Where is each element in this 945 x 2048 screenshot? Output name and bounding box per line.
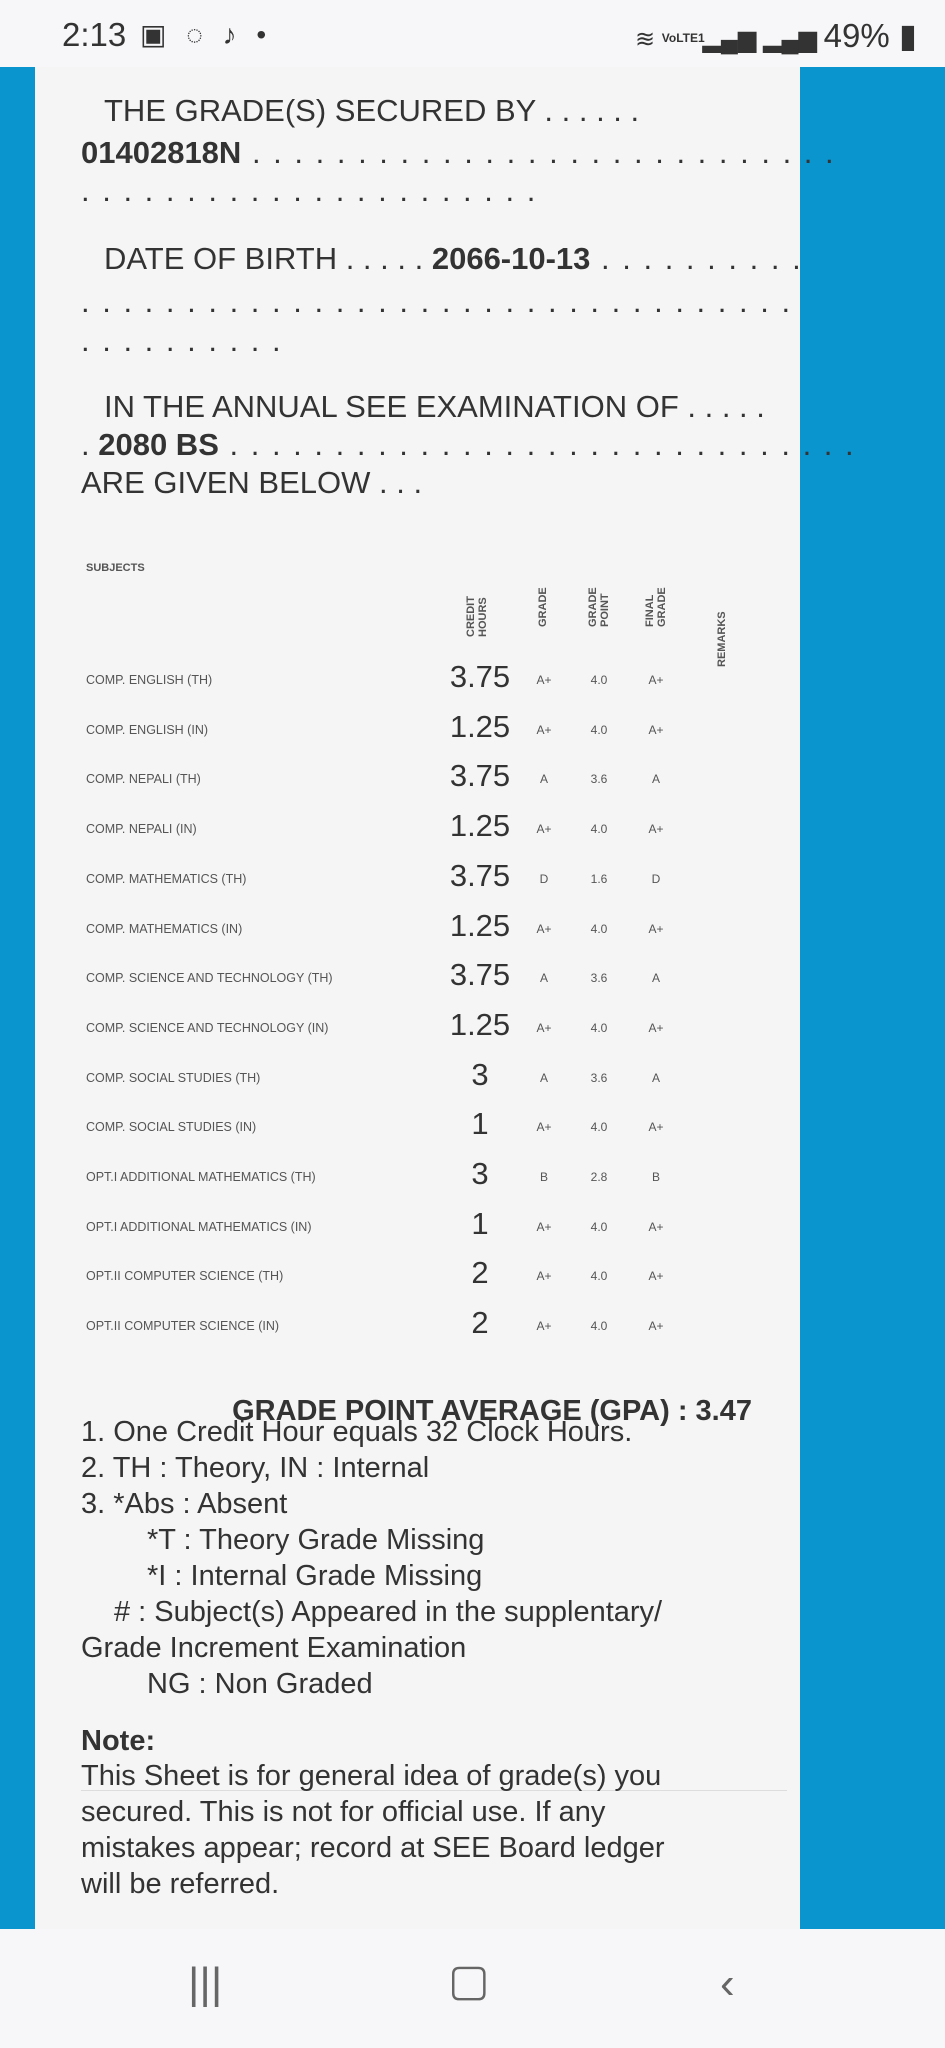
- dots: . . . . . . . . . . . . . . . . . . . . . . . . . . . . . . . . . .: [81, 284, 793, 319]
- grade-point: 4.0: [590, 673, 608, 687]
- final-grade: B: [651, 1170, 660, 1184]
- credit-hours: 1.25: [449, 708, 511, 744]
- grade: A+: [536, 722, 552, 737]
- navigation-bar: [0, 1929, 945, 2048]
- grade: D: [539, 871, 549, 886]
- credit-hours: 3: [471, 1156, 489, 1191]
- credit-hours: 3: [471, 1056, 489, 1092]
- subject-name: OPT.II COMPUTER SCIENCE (TH): [86, 1269, 284, 1284]
- legend-item: 3. *Abs : Absent: [81, 1488, 288, 1520]
- legend-item: Grade Increment Examination: [81, 1632, 467, 1664]
- table-row: [35, 907, 800, 952]
- recent-apps-button[interactable]: |||: [188, 1959, 223, 2008]
- note-line: This Sheet is for general idea of grade(s) you: [81, 1760, 662, 1792]
- credit-hours: 2: [471, 1305, 489, 1341]
- grade: A: [539, 772, 548, 787]
- final-grade: A+: [648, 673, 664, 687]
- network-type: VoLTE1: [661, 30, 705, 45]
- grade: A+: [536, 1269, 552, 1284]
- credit-hours: 3.75: [449, 957, 511, 993]
- grade-point: 4.0: [590, 722, 608, 737]
- subject-name: COMP. MATHEMATICS (TH): [86, 871, 247, 886]
- grade: A: [539, 1070, 548, 1085]
- legend-item: 2. TH : Theory, IN : Internal: [81, 1452, 430, 1484]
- wifi-icon: ≋: [634, 26, 662, 53]
- header-final-grade: FINAL GRADE: [644, 587, 668, 627]
- table-row: [35, 1056, 800, 1101]
- background-left: [0, 67, 35, 1929]
- note-title: Note:: [81, 1725, 156, 1757]
- subject-name: OPT.I ADDITIONAL MATHEMATICS (TH): [86, 1170, 316, 1184]
- dots: . . . . . . . . . . . . . . . . . . . . . .: [81, 173, 538, 208]
- subject-name: OPT.II COMPUTER SCIENCE (IN): [86, 1319, 280, 1334]
- credit-hours: 3.75: [449, 758, 511, 794]
- grade: B: [539, 1170, 548, 1184]
- battery-percent: 49%: [823, 17, 890, 54]
- result-card: THE GRADE(S) SECURED BY . . . . . . 01402818N . . . . . . . . . . . . . . . . . . . . . . . . . . . . . . . . . . . . . . . . . . . . . . . . . . DATE OF BIRTH . . . . . 2066-10-13 . . . . . . . . . . . . . . . . . . . . . . . . . . . . . . . . . . . . . . . . . . . . . . . . . . . . . . IN THE ANNUAL SEE EXAMINATION OF . . . . . . 2080 BS . . . . . . . . . . . . . . . . . . . . . . . . . . . . . . ARE GIVEN BELOW . . . SUBJECTS CREDIT HOURS GRADE GRADE POINT FINAL GRADE REMARKS COMP. ENGLISH (TH) 3.75 A+ 4.0 A+ COMP. ENGLISH (IN) 1.25 A+ 4.0 A+ COMP. NEPALI (TH) 3.75 A 3.6 A COMP. NEPALI (IN) 1.25 A+ 4.0 A+ COMP. MATHEMATICS (TH) 3.75 D 1.6 D COMP. MATHEMATICS (IN) 1.25 A+ 4.0 A+ COMP. SCIENCE AND TECHNOLOGY (TH) 3.75 A 3.6 A COMP. SCIENCE AND TECHNOLOGY (IN) 1.25 A+ 4.0 A+ COMP. SOCIAL STUDIES (TH) 3 A 3.6 A COMP. SOCIAL STUDIES (IN) 1 A+ 4.0 A+ OPT.I ADDITIONAL MATHEMATICS (TH) 3 B 2.8 B OPT.I ADDITIONAL MATHEMATICS (IN) 1 A+ 4.0 A+ OPT.II COMPUTER SCIENCE (TH) 2 A+ 4.0 A+ OPT.II COMPUTER SCIENCE (IN) 2 A+ 4.0 A+ GRADE POINT AVERAGE (GPA) : 3.47 1. One Credit Hour equals 32 Clock Hours. 2. TH : Theory, IN : Internal 3. *Abs : Absent *T : Theory Grade Missing *I : Internal Grade Missing # : Subject(s) Appeared in the supplentary/ Grade Increment Examination NG : Non Graded Note: This Sheet is for general idea of grade(s) you secured. This is not for official use. If any mistakes appear; record at SEE Board ledger will be referred.: [35, 67, 800, 1929]
- final-grade: A+: [648, 1020, 664, 1035]
- given-below-label: ARE GIVEN BELOW . . .: [81, 465, 423, 500]
- credit-hours: 2: [471, 1255, 489, 1291]
- symbol-number: 01402818N: [81, 135, 242, 170]
- final-grade: D: [651, 871, 661, 886]
- table-row: [35, 1305, 800, 1349]
- subject-name: COMP. MATHEMATICS (IN): [86, 921, 243, 936]
- credit-hours: 1: [471, 1205, 489, 1241]
- credit-hours: 1.25: [449, 808, 511, 844]
- table-row: [35, 957, 800, 1001]
- header-grade: GRADE: [537, 587, 549, 627]
- grade: A+: [536, 1120, 552, 1135]
- status-bar: [0, 0, 945, 67]
- grade-point: 3.6: [590, 1070, 608, 1085]
- battery-icon: ▮: [889, 17, 917, 54]
- note-line: mistakes appear; record at SEE Board ledger: [81, 1832, 665, 1864]
- table-row: [35, 1205, 800, 1250]
- dots: . . . . . . . . . .: [590, 241, 803, 276]
- final-grade: A+: [648, 822, 664, 837]
- grade: A+: [536, 673, 552, 687]
- credit-hours: 3.75: [449, 857, 511, 893]
- grade-point: 4.0: [590, 822, 608, 837]
- final-grade: A+: [648, 1269, 664, 1284]
- credit-hours: 1: [471, 1106, 489, 1142]
- header-subjects: SUBJECTS: [86, 562, 145, 574]
- table-row: [35, 1106, 800, 1150]
- note-line: secured. This is not for official use. If any: [81, 1796, 606, 1828]
- legend-item: 1. One Credit Hour equals 32 Clock Hours.: [81, 1416, 633, 1448]
- legend-item: NG : Non Graded: [147, 1668, 373, 1700]
- note-line: will be referred.: [81, 1868, 280, 1900]
- grade-point: 2.8: [590, 1170, 608, 1184]
- credit-hours: 1.25: [449, 907, 511, 943]
- credit-hours: 3.75: [449, 659, 511, 694]
- subject-name: COMP. NEPALI (IN): [86, 822, 197, 837]
- grade-point: 4.0: [590, 1120, 608, 1135]
- home-button[interactable]: ▢: [448, 1956, 490, 2005]
- grade-point: 3.6: [590, 971, 608, 986]
- subject-name: OPT.I ADDITIONAL MATHEMATICS (IN): [86, 1219, 312, 1234]
- grade-point: 4.0: [590, 1020, 608, 1035]
- subject-name: COMP. SCIENCE AND TECHNOLOGY (IN): [86, 1020, 329, 1035]
- table-row: [35, 1156, 800, 1200]
- subject-name: COMP. SOCIAL STUDIES (IN): [86, 1120, 257, 1135]
- clock: 2:13: [62, 16, 127, 53]
- exam-year: 2080 BS: [98, 427, 219, 462]
- table-row: [35, 1255, 800, 1299]
- table-row: [35, 1006, 800, 1051]
- final-grade: A: [651, 971, 660, 986]
- grade-point: 1.6: [590, 871, 608, 886]
- secured-by-label: THE GRADE(S) SECURED BY . . . . . .: [104, 93, 640, 128]
- table-row: [35, 857, 800, 902]
- subject-name: COMP. SCIENCE AND TECHNOLOGY (TH): [86, 971, 333, 986]
- table-row: [35, 808, 800, 852]
- exam-label: IN THE ANNUAL SEE EXAMINATION OF . . . . .: [104, 389, 765, 424]
- date-of-birth: 2066-10-13: [431, 241, 591, 276]
- table-row: [35, 659, 800, 703]
- grade-point: 4.0: [590, 1319, 608, 1334]
- grade-point: 4.0: [590, 1219, 608, 1234]
- dots: . . . . . . . . . . . . . . . . . . . . . . . . . . . . . .: [218, 427, 856, 462]
- subject-name: COMP. NEPALI (TH): [86, 772, 201, 787]
- final-grade: A+: [648, 722, 664, 737]
- header-remarks: REMARKS: [716, 611, 728, 667]
- grade-point: 3.6: [590, 772, 608, 787]
- grade-point: 4.0: [590, 921, 608, 936]
- grade: A+: [536, 822, 552, 837]
- notification-icons: ▣ ◌ ♪ •: [140, 19, 273, 50]
- grade: A+: [536, 1020, 552, 1035]
- grade: A+: [536, 1219, 552, 1234]
- legend-item: # : Subject(s) Appeared in the supplentary/: [114, 1596, 663, 1628]
- dots: . . . . . . . . . . . . . . . . . . . . . . . . . . . .: [241, 135, 836, 170]
- final-grade: A: [651, 772, 660, 787]
- subject-name: COMP. SOCIAL STUDIES (TH): [86, 1070, 261, 1085]
- signal-icon: ▂▄▆ ▂▄▆: [695, 26, 824, 53]
- header-grade-point: GRADE POINT: [587, 587, 611, 627]
- back-button[interactable]: ‹: [720, 1959, 735, 2008]
- legend-item: *T : Theory Grade Missing: [147, 1524, 485, 1556]
- grade: A+: [536, 1319, 552, 1334]
- table-row: [35, 708, 800, 753]
- subject-name: COMP. ENGLISH (IN): [86, 722, 209, 737]
- legend-item: *I : Internal Grade Missing: [147, 1560, 483, 1592]
- final-grade: A+: [648, 1120, 664, 1135]
- header-credit-hours: CREDIT HOURS: [465, 596, 489, 637]
- grade: A+: [536, 921, 552, 936]
- grade: A: [539, 971, 548, 986]
- dob-label: DATE OF BIRTH . . . . .: [104, 241, 424, 276]
- subject-name: COMP. ENGLISH (TH): [86, 673, 213, 687]
- final-grade: A+: [648, 1319, 664, 1334]
- final-grade: A: [651, 1070, 660, 1085]
- grade-point: 4.0: [590, 1269, 608, 1284]
- status-right: [635, 16, 917, 55]
- final-grade: A+: [648, 921, 664, 936]
- gpa: GRADE POINT AVERAGE (GPA) : 3.47: [232, 1395, 752, 1427]
- background-right: [800, 67, 945, 1929]
- credit-hours: 1.25: [449, 1006, 511, 1042]
- final-grade: A+: [648, 1219, 664, 1234]
- table-row: [35, 758, 800, 802]
- dots: . . . . . . . . . .: [81, 323, 283, 358]
